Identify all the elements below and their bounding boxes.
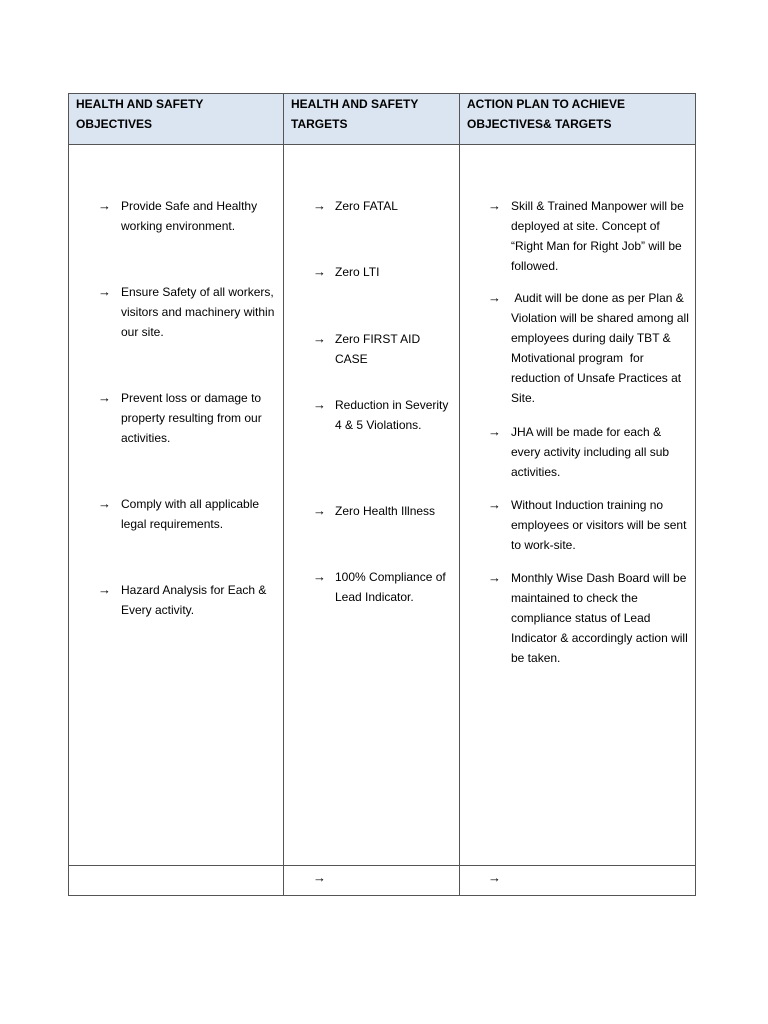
arrow-icon: → (488, 497, 501, 512)
arrow-icon: → (488, 870, 501, 885)
health-safety-table (68, 93, 696, 896)
arrow-icon: → (98, 284, 111, 299)
arrow-icon: → (313, 870, 326, 885)
arrow-icon: → (313, 503, 326, 518)
arrow-icon: → (313, 397, 326, 412)
arrow-icon: → (98, 582, 111, 597)
header-targets: HEALTH AND SAFETY TARGETS (284, 94, 460, 145)
empty-row (69, 866, 696, 896)
empty-cell (460, 866, 696, 896)
arrow-icon: → (313, 569, 326, 584)
empty-cell (284, 866, 460, 896)
arrow-icon: → (488, 424, 501, 439)
arrow-icon: → (98, 496, 111, 511)
list-item: → 100% Compliance of Lead Indicator. (313, 569, 446, 604)
actions-cell (460, 145, 696, 866)
list-item: → Reduction in Severity 4 & 5 Violations. (313, 397, 449, 432)
arrow-icon: → (313, 198, 326, 213)
list-item: → Zero FIRST AID CASE (313, 331, 421, 366)
list-item: → Prevent loss or damage to property resulting from our activities. (98, 390, 262, 445)
arrow-icon: → (488, 290, 501, 305)
arrow-icon: → (98, 390, 111, 405)
arrow-icon: → (98, 198, 111, 213)
list-item: → Without Induction training no employees or visitors will be sent to work-site. (488, 497, 687, 552)
arrow-icon: → (313, 331, 326, 346)
list-item: → Provide Safe and Healthy working environment. (98, 198, 258, 233)
list-item: → JHA will be made for each & every activity including all sub activities. (488, 424, 670, 479)
objectives-cell (69, 145, 284, 866)
header-objectives: HEALTH AND SAFETY OBJECTIVES (69, 94, 284, 145)
list-item: → Skill & Trained Manpower will be deployed at site. Concept of “Right Man for Right Job” will be followed. (488, 198, 684, 273)
list-item: → Hazard Analysis for Each & Every activity. (98, 582, 267, 617)
empty-cell (69, 866, 284, 896)
header-action-plan: ACTION PLAN TO ACHIEVE OBJECTIVES& TARGETS (460, 94, 696, 145)
list-item: → Ensure Safety of all workers, visitors and machinery within our site. (98, 284, 275, 339)
list-item: → Zero FATAL (284, 196, 455, 216)
targets-cell (284, 145, 460, 866)
arrow-icon: → (488, 570, 501, 585)
list-item: → Comply with all applicable legal requirements. (98, 496, 260, 531)
list-item: → Monthly Wise Dash Board will be maintained to check the compliance status of Lead Indicator & accordingly action will be taken. (488, 570, 688, 665)
list-item: → Zero LTI (284, 262, 455, 282)
arrow-icon: → (488, 198, 501, 213)
list-item: → Zero Health Illness (284, 501, 455, 521)
arrow-icon: → (313, 264, 326, 279)
list-item: → Audit will be done as per Plan & Violation will be shared among all employees during daily TBT & Motivational program for reduction of Unsafe Practices at Site. (488, 290, 693, 405)
header-row (69, 94, 696, 145)
content-row (69, 145, 696, 866)
